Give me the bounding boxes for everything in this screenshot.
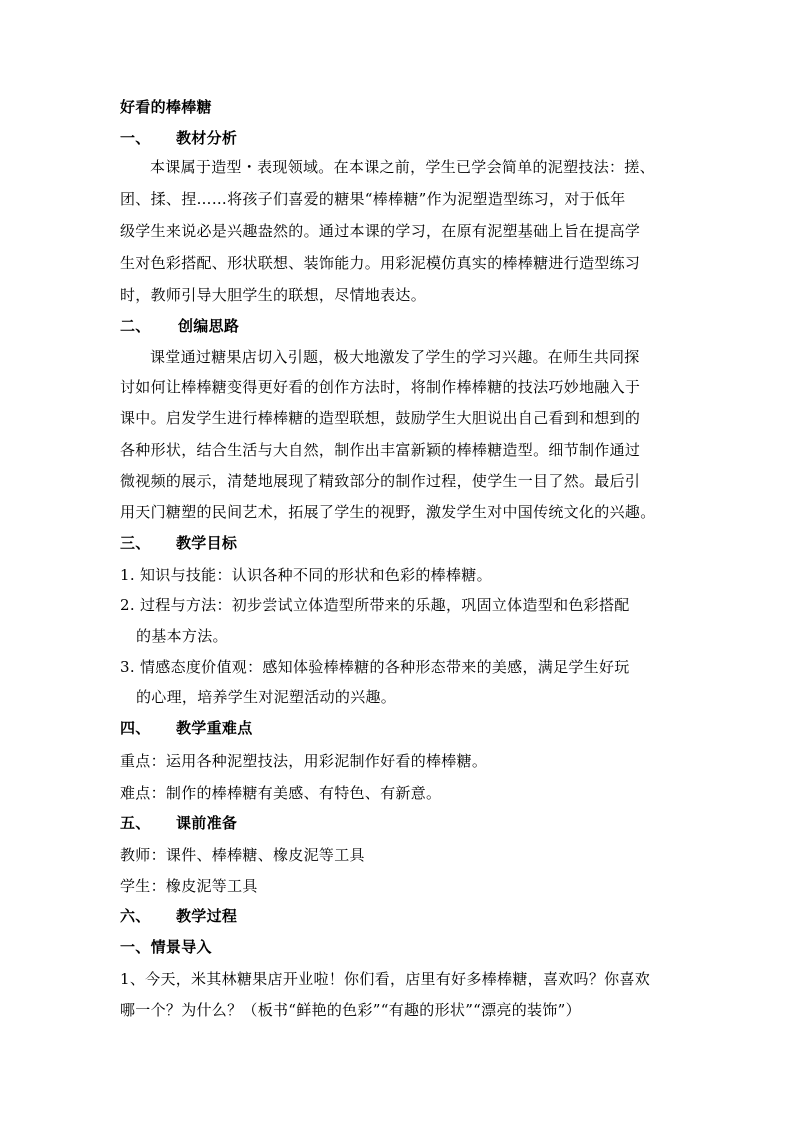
section-heading-5 <box>120 813 237 833</box>
goal-item: 1. 知识与技能：认识各种不同的形状和色彩的棒棒糖。 <box>120 566 492 584</box>
section-heading-4 <box>120 718 253 738</box>
paragraph-line: 哪一个？为什么？（板书“鲜艳的色彩”“有趣的形状”“漂亮的装饰”） <box>120 1001 581 1019</box>
paragraph-line: 用天门糖塑的民间艺术，拓展了学生的视野，激发学生对中国传统文化的兴趣。 <box>120 503 656 521</box>
section-number: 四、 <box>120 719 151 737</box>
prep-student: 学生：橡皮泥等工具 <box>120 877 258 895</box>
key-point: 重点：运用各种泥塑技法，用彩泥制作好看的棒棒糖。 <box>120 752 488 770</box>
paragraph-line: 课中。启发学生进行棒棒糖的造型联想，鼓励学生大胆说出自己看到和想到的 <box>120 409 641 427</box>
section-heading-3 <box>120 533 237 553</box>
section-title: 教学过程 <box>176 907 238 925</box>
paragraph-line: 讨如何让棒棒糖变得更好看的创作方法时，将制作棒棒糖的技法巧妙地融入于 <box>120 378 641 396</box>
goal-item-continuation: 的基本方法。 <box>136 627 228 645</box>
section-number: 一、 <box>120 129 151 147</box>
section-title: 课前准备 <box>176 814 238 832</box>
section-title: 创编思路 <box>178 317 240 335</box>
paragraph-line: 课堂通过糖果店切入引题，极大地激发了学生的学习兴趣。在师生共同探 <box>150 348 640 366</box>
section-heading-2 <box>120 316 239 336</box>
goal-item: 3. 情感态度价值观：感知体验棒棒糖的各种形态带来的美感，满足学生好玩 <box>120 658 630 676</box>
section-number: 六、 <box>120 907 151 925</box>
section-title: 教材分析 <box>176 129 238 147</box>
prep-teacher: 教师：课件、棒棒糖、橡皮泥等工具 <box>120 846 365 864</box>
section-title: 教学目标 <box>176 534 238 552</box>
section-number: 五、 <box>120 814 151 832</box>
section-number: 三、 <box>120 534 151 552</box>
section-title: 教学重难点 <box>176 719 253 737</box>
paragraph-line: 1、今天，米其林糖果店开业啦！你们看，店里有好多棒棒糖，喜欢吗？你喜欢 <box>120 970 651 988</box>
paragraph-line: 时，教师引导大胆学生的联想，尽情地表达。 <box>120 286 427 304</box>
goal-item: 2. 过程与方法：初步尝试立体造型所带来的乐趣，巩固立体造型和色彩搭配 <box>120 596 630 614</box>
paragraph-line: 级学生来说必是兴趣盎然的。通过本课的学习，在原有泥塑基础上旨在提高学 <box>120 222 641 240</box>
difficult-point: 难点：制作的棒棒糖有美感、有特色、有新意。 <box>120 784 442 802</box>
subsection-heading: 一、情景导入 <box>120 938 212 956</box>
paragraph-line: 本课属于造型・表现领域。在本课之前，学生已学会简单的泥塑技法：搓、 <box>150 158 655 176</box>
paragraph-line: 微视频的展示，清楚地展现了精致部分的制作过程，使学生一目了然。最后引 <box>120 472 641 490</box>
paragraph-line: 团、揉、捏……将孩子们喜爱的糖果“棒棒糖”作为泥塑造型练习，对于低年 <box>120 190 626 208</box>
section-heading-1 <box>120 128 237 148</box>
goal-item-continuation: 的心理，培养学生对泥塑活动的兴趣。 <box>136 688 397 706</box>
document-title: 好看的棒棒糖 <box>120 98 212 116</box>
paragraph-line: 生对色彩搭配、形状联想、装饰能力。用彩泥模仿真实的棒棒糖进行造型练习 <box>120 254 641 272</box>
paragraph-line: 各种形状，结合生活与大自然，制作出丰富新颖的棒棒糖造型。细节制作通过 <box>120 441 641 459</box>
section-heading-6 <box>120 906 237 926</box>
section-number: 二、 <box>120 317 151 335</box>
